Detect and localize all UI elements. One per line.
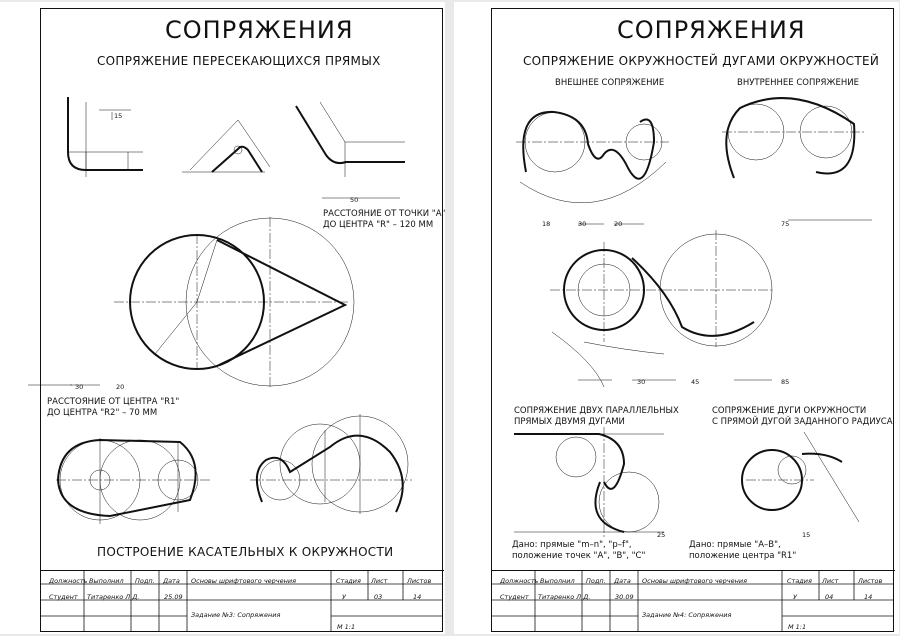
stamp-role: Студент <box>500 593 529 601</box>
dimension-value: 30 <box>75 383 84 391</box>
stamp-date: 25.09 <box>164 593 183 601</box>
stamp-stage: У <box>342 593 346 601</box>
section-title: СОПРЯЖЕНИЕ ОКРУЖНОСТЕЙ ДУГАМИ ОКРУЖНОСТЕЙ <box>523 54 880 68</box>
dimension-value: 30 <box>637 378 646 386</box>
left-sheet-drawings <box>0 2 445 634</box>
stamp-course: Основы шрифтового черчения <box>642 577 748 585</box>
subsection-title: ВНУТРЕННЕЕ СОПРЯЖЕНИЕ <box>737 78 860 88</box>
stamp-label: Выполнил <box>89 577 124 585</box>
stamp-sheet-number: 04 <box>825 593 834 601</box>
note-text: ДО ЦЕНТРА "R" – 120 ММ <box>323 220 434 230</box>
subsection-title: СОПРЯЖЕНИЕ ДВУХ ПАРАЛЛЕЛЬНЫХ <box>514 406 679 416</box>
stamp-date: 30.09 <box>615 593 634 601</box>
note-text: ДО ЦЕНТРА "R2" – 70 ММ <box>47 408 158 418</box>
stamp-author: Титаренко Л.Д. <box>538 593 591 601</box>
given-text: положение центра "R1" <box>689 551 797 561</box>
stamp-role: Студент <box>49 593 78 601</box>
stamp-label: Должность <box>49 577 88 585</box>
dimension-value: 20 <box>614 220 623 228</box>
sheet-title: СОПРЯЖЕНИЯ <box>617 16 806 44</box>
dimension-value: 30 <box>578 220 587 228</box>
stamp-task: Задание №4: Сопряжения <box>642 611 732 619</box>
stamp-task: Задание №3: Сопряжения <box>191 611 281 619</box>
stamp-label: Листов <box>858 577 883 585</box>
stamp-label: Стадия <box>787 577 812 585</box>
given-text: положение точек "A", "B", "C" <box>512 551 646 561</box>
dimension-value: 15 <box>114 112 123 120</box>
stamp-label: Должность <box>500 577 539 585</box>
right-sheet-drawings <box>454 2 899 634</box>
note-text: РАССТОЯНИЕ ОТ ТОЧКИ "A" <box>323 209 446 219</box>
drawing-sheet-right <box>454 2 899 634</box>
stamp-label: Лист <box>371 577 388 585</box>
dimension-value: 20 <box>116 383 125 391</box>
dimension-value: 15 <box>802 531 811 539</box>
stamp-label: Листов <box>407 577 432 585</box>
dimension-value: 25 <box>657 531 666 539</box>
stamp-label: Дата <box>614 577 631 585</box>
subsection-title: С ПРЯМОЙ ДУГОЙ ЗАДАННОГО РАДИУСА <box>712 417 893 427</box>
given-text: Дано: прямые "A–B", <box>689 540 781 550</box>
stamp-scale: М 1:1 <box>337 623 356 631</box>
stamp-label: Подп. <box>135 577 155 585</box>
stamp-sheet-number: 03 <box>374 593 383 601</box>
subsection-title: ВНЕШНЕЕ СОПРЯЖЕНИЕ <box>555 78 665 88</box>
stamp-label: Стадия <box>336 577 361 585</box>
stamp-sheets-total: 14 <box>864 593 873 601</box>
dimension-value: 18 <box>542 220 551 228</box>
stamp-sheets-total: 14 <box>413 593 422 601</box>
given-text: Дано: прямые "m–n", "p–f", <box>512 540 632 550</box>
dimension-value: 75 <box>781 220 790 228</box>
sheet-title: СОПРЯЖЕНИЯ <box>165 16 354 44</box>
subsection-title: ПРЯМЫХ ДВУМЯ ДУГАМИ <box>514 417 625 427</box>
note-text: РАССТОЯНИЕ ОТ ЦЕНТРА "R1" <box>47 397 180 407</box>
stamp-author: Титаренко Л.Д. <box>87 593 140 601</box>
stamp-scale: М 1:1 <box>788 623 807 631</box>
dimension-value: 45 <box>691 378 700 386</box>
dimension-value: 50 <box>350 196 359 204</box>
stamp-label: Подп. <box>586 577 606 585</box>
subsection-title: СОПРЯЖЕНИЕ ДУГИ ОКРУЖНОСТИ <box>712 406 867 416</box>
section-title: ПОСТРОЕНИЕ КАСАТЕЛЬНЫХ К ОКРУЖНОСТИ <box>97 545 394 559</box>
stamp-label: Дата <box>163 577 180 585</box>
drawing-sheet-left <box>0 2 445 634</box>
stamp-course: Основы шрифтового черчения <box>191 577 297 585</box>
stamp-label: Выполнил <box>540 577 575 585</box>
stamp-stage: У <box>793 593 797 601</box>
section-title: СОПРЯЖЕНИЕ ПЕРЕСЕКАЮЩИХСЯ ПРЯМЫХ <box>97 54 381 68</box>
stamp-label: Лист <box>822 577 839 585</box>
dimension-value: 85 <box>781 378 790 386</box>
